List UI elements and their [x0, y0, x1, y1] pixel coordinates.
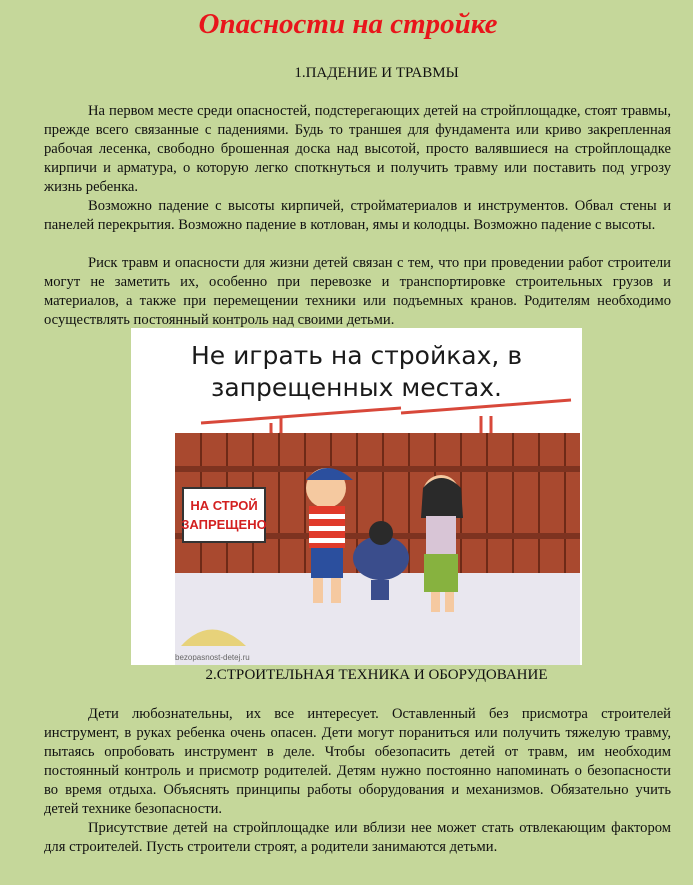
illustration-caption-line-2: запрещенных местах. — [211, 373, 502, 402]
construction-warning-illustration — [131, 328, 582, 665]
section-heading-falls: 1.ПАДЕНИЕ И ТРАВМЫ — [294, 65, 459, 81]
paragraph-falls-3: Риск травм и опасности для жизни детей связан с тем, что при проведении работ строители могут не заметить их, особенно при перевозке и транспортировке строительных грузов и материалов, а также при перемещении техники или подъемных кранов. Родителям необходимо осуществлять постоянный контроль над своими детьми. — [44, 255, 671, 328]
paragraph-falls-2: Возможно падение с высоты кирпичей, стройматериалов и инструментов. Обвал стены и панелей перекрытия. Возможно падение в котлован, ямы и колодцы. Возможно падение с высоты. — [44, 198, 671, 233]
no-entry-sign — [181, 488, 266, 542]
section-heading-equipment: 2.СТРОИТЕЛЬНАЯ ТЕХНИКА И ОБОРУДОВАНИЕ — [205, 667, 548, 683]
page-title: Опасности на стройке — [198, 8, 498, 40]
paragraph-equipment-2: Присутствие детей на стройплощадке или вблизи нее может стать отвлекающим фактором для строителей. Пусть строители строят, а родители занимаются детьми. — [44, 820, 671, 855]
illustration-caption-line-1: Не играть на стройках, в — [190, 341, 523, 370]
illustration-drawing — [131, 328, 582, 665]
sign-text-line-2: ЗАПРЕЩЕНО — [181, 517, 267, 532]
paragraph-falls-1: На первом месте среди опасностей, подстерегающих детей на стройплощадке, стоят травмы, прежде всего связанные с падениями. Будь то траншея для фундамента или криво закрепленная рабочая лесенка, свободно брошенная доска над высотой, просто валявшиеся на стройплощадке кирпичи и арматура, о которую легко споткнуться и получить травму или поставить под угрозу жизнь ребенка. — [44, 103, 671, 195]
illustration-credit: bezopasnost-detej.ru — [175, 653, 250, 662]
paragraph-equipment-1: Дети любознательны, их все интересует. Оставленный без присмотра строителей инструмент, в руках ребенка очень опасен. Дети могут пораниться или получить тяжелую травму, пытаясь опробовать инструмент в деле. Чтобы обезопасить детей от травм, им необходим постоянный контроль и присмотр родителей. Детям нужно постоянно напоминать о безопасности во время отдыха. Объяснять принципы работы оборудования и механизмов. Обязательно учить детей технике безопасности. — [44, 706, 671, 817]
sign-text-line-1: НА СТРОЙ — [190, 498, 258, 513]
